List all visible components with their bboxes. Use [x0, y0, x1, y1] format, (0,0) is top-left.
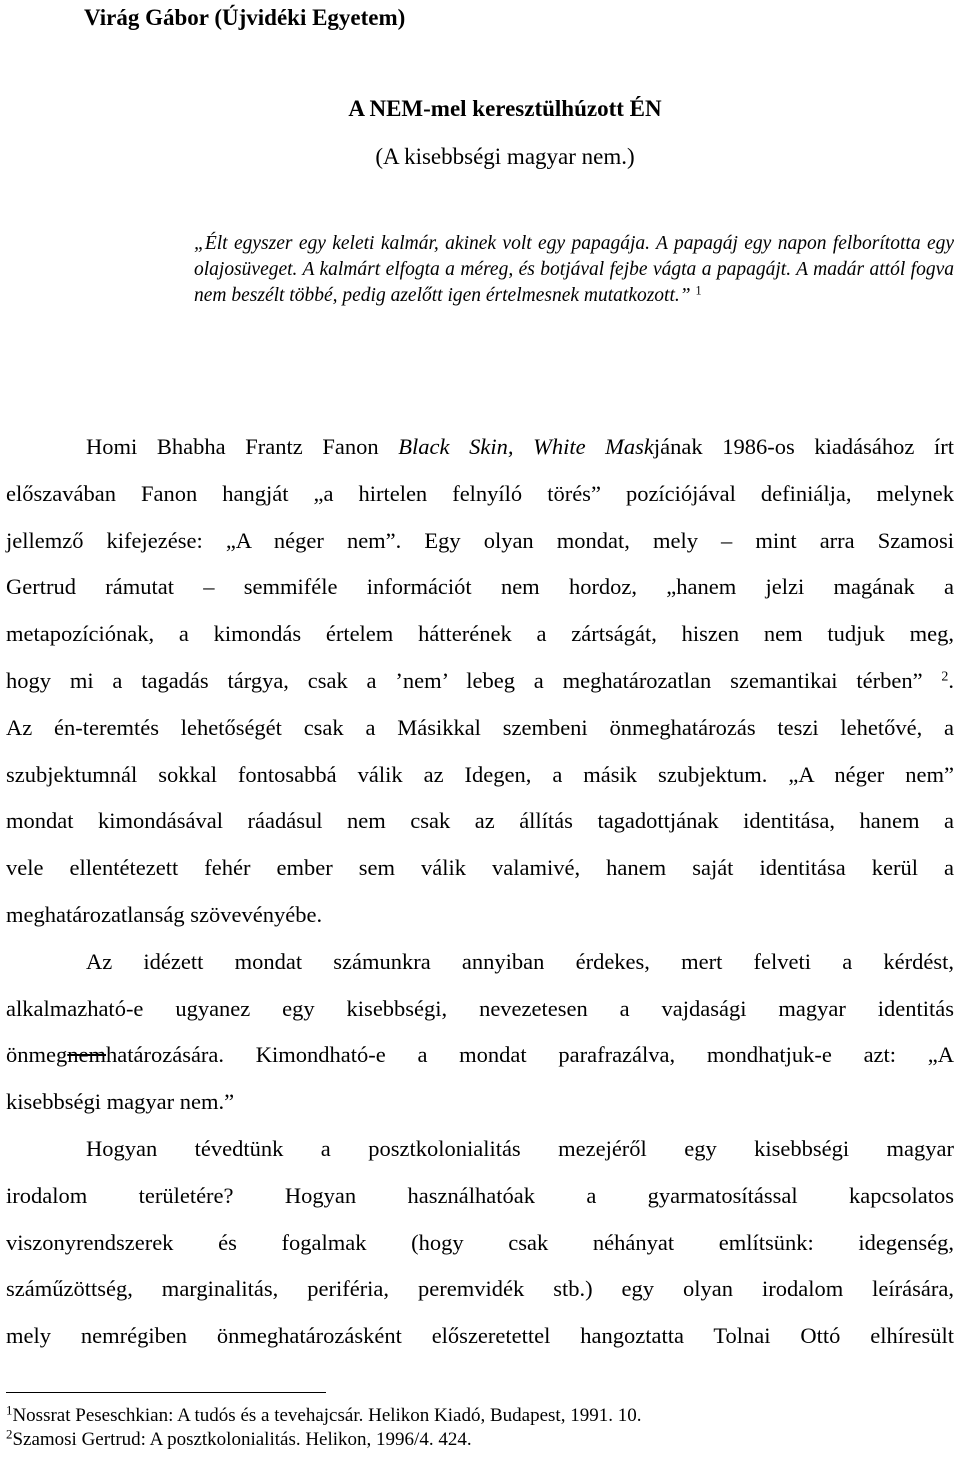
text-run: határozására. Kimondható-e a mondat parafrazálva, mondhatjuk-e azt: „A — [106, 1042, 954, 1068]
paragraph-2 — [6, 939, 954, 1126]
text-line — [6, 1032, 954, 1079]
text-line: szubjektumnál sokkal fontosabbá válik az Idegen, a másik szubjektum. „A néger nem” — [6, 761, 954, 787]
footnote-1 — [6, 1404, 954, 1428]
struck-word: nem — [67, 1042, 106, 1068]
text-line: Hogyan tévedtünk a posztkolonialitás mezejéről egy kisebbségi magyar — [86, 1135, 954, 1161]
text-run: hogy mi a tagadás tárgya, csak a ’nem’ lebeg a meghatározatlan szemantikai térben” — [6, 667, 923, 693]
text-line: Az idézett mondat számunkra annyiban érdekes, mert felveti a kérdést, — [86, 948, 954, 974]
motto-text: „Élt egyszer egy keleti kalmár, akinek volt egy papagája. A papagáj egy napon felborította egy olajosüveget. A kalmárt elfogta a méreg, és botjával fejbe vágta a papagájt. A madár attól fogva nem beszélt többé, pedig azelőtt igen értelmesnek mutatkozott.” — [194, 233, 954, 306]
text-run: jának 1986-os kiadásához írt — [653, 434, 954, 459]
page-subtitle: (A kisebbségi magyar nem.) — [375, 144, 635, 169]
text-line: Az én-teremtés lehetőségét csak a Másikkal szembeni önmeghatározás teszi lehetővé, a — [6, 714, 954, 740]
footnote-ref-2[interactable]: 2 — [941, 669, 949, 685]
text-line: mely nemrégiben önmeghatározásként előszeretettel hangoztatta Tolnai Ottó elhíresült — [6, 1323, 954, 1349]
text-run: önmeg — [6, 1042, 68, 1068]
text-line: mondat kimondásával ráadásul nem csak az állítás tagadottjának identitása, hanem a — [6, 808, 954, 834]
text-run: Homi Bhabha Frantz Fanon — [86, 434, 399, 459]
body-text — [6, 424, 954, 1360]
text-line: vele ellentétezett fehér ember sem válik valamivé, hanem saját identitása kerül a — [6, 855, 954, 881]
text-line: előszavában Fanon hangját „a hirtelen felnyíló törés” pozíciójával definiálja, melynek — [6, 480, 954, 506]
text-line: Gertrud rámutat – semmiféle információt nem hordoz, „hanem jelzi magának a — [6, 574, 954, 600]
text-line: száműzöttség, marginalitás, periféria, peremvidék stb.) egy olyan irodalom leírására, — [6, 1276, 954, 1302]
footnote-divider — [6, 1392, 326, 1393]
book-title: Black Skin, White Mask — [398, 434, 654, 459]
footnotes — [6, 1404, 954, 1452]
motto-quote — [194, 231, 954, 309]
paragraph-1 — [6, 424, 954, 939]
footnote-number: 2 — [6, 1426, 13, 1442]
footnote-2 — [6, 1428, 954, 1452]
text-line: metapozíciónak, a kimondás értelem hátterének a zártságát, hiszen nem tudjuk meg, — [6, 621, 954, 647]
text-run: . — [948, 667, 955, 693]
text-line: irodalom területére? Hogyan használhatóak a gyarmatosítással kapcsolatos — [6, 1182, 954, 1208]
paragraph-3 — [6, 1126, 954, 1360]
text-line: jellemző kifejezése: „A néger nem”. Egy olyan mondat, mely – mint arra Szamosi — [6, 527, 954, 553]
author-line: Virág Gábor (Újvidéki Egyetem) — [84, 5, 406, 30]
text-line — [6, 658, 954, 705]
footnote-text: Szamosi Gertrud: A posztkolonialitás. Helikon, 1996/4. 424. — [12, 1429, 472, 1450]
text-line: meghatározatlanság szövevényébe. — [6, 901, 323, 927]
text-line: alkalmazható-e ugyanez egy kisebbségi, nevezetesen a vajdasági magyar identitás — [6, 995, 954, 1021]
text-line: viszonyrendszerek és fogalmak (hogy csak néhányat említsünk: idegenség, — [6, 1229, 954, 1255]
text-line — [6, 424, 954, 471]
page-title: A NEM-mel keresztülhúzott ÉN — [348, 96, 662, 121]
footnote-ref-1[interactable]: 1 — [695, 283, 702, 298]
footnote-text: Nossrat Peseschkian: A tudós és a tevehajcsár. Helikon Kiadó, Budapest, 1991. 10. — [12, 1405, 642, 1426]
text-line: kisebbségi magyar nem.” — [6, 1089, 235, 1115]
footnote-number: 1 — [6, 1402, 13, 1418]
